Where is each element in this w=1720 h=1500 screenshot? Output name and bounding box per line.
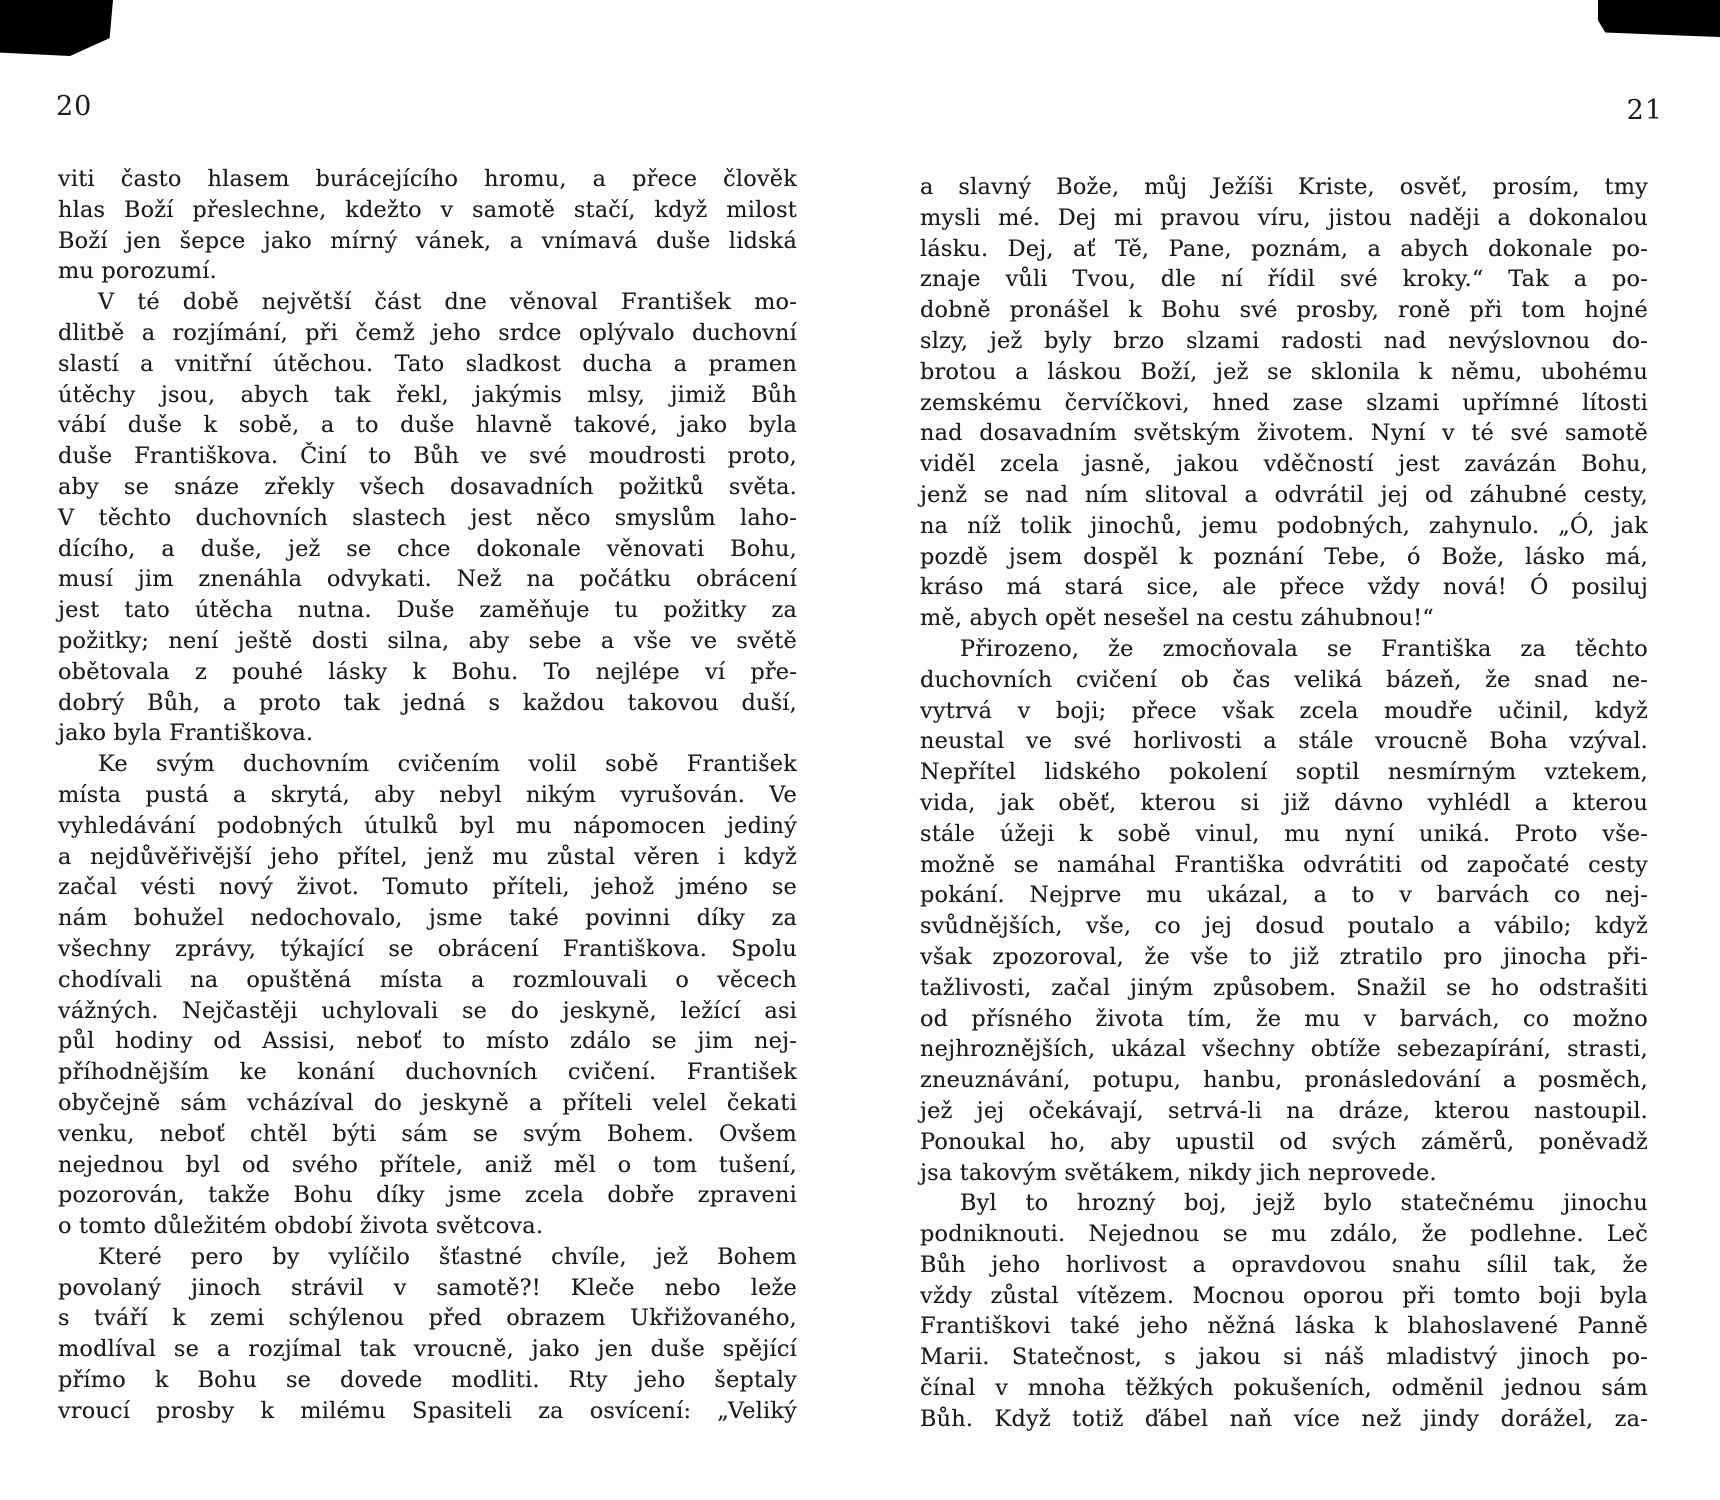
text-line: Bůh. Když totiž ďábel naň více než jindy dorážel, za- <box>920 1405 1648 1432</box>
text-line: pokání. Nejprve mu ukázal, a to v barvách co nej- <box>920 882 1648 909</box>
text-line: jenž se nad ním slitoval a odvrátil jej od záhubné cesty, <box>920 481 1648 508</box>
text-line: možně se namáhal Františka odvrátiti od započaté cesty <box>920 851 1648 878</box>
text-line: svůdnějších, vše, co jej dosud poutalo a vábilo; když <box>920 913 1648 940</box>
text-line: neustal ve své horlivosti a stále vroucně Boha vzýval. <box>920 728 1648 755</box>
text-line: V těchto duchovních slastech jest něco smyslům laho- <box>58 504 797 531</box>
text-line: zneuznávání, potupu, hanbu, pronásledování a posměch, <box>920 1067 1648 1094</box>
text-line: musí jim znenáhla odvykati. Než na počátku obrácení <box>58 566 797 593</box>
text-line: jest tato útěcha nutna. Duše zaměňuje tu požitky za <box>58 597 797 624</box>
text-line: nad dosavadním světským životem. Nyní v té své samotě <box>920 420 1648 447</box>
text-line: znaje vůli Tvou, dle ní řídil své kroky.“ Tak a po- <box>920 266 1648 293</box>
text-line: tažlivosti, začal jiným způsobem. Snažil se ho odstrašiti <box>920 974 1648 1001</box>
text-column-left-page <box>58 164 797 1427</box>
text-line: mu porozumí. <box>58 258 217 285</box>
text-line: s tváří k zemi schýlenou před obrazem Ukřižovaného, <box>58 1305 797 1332</box>
text-line: místa pustá a skrytá, aby nebyl nikým vyrušován. Ve <box>58 781 797 808</box>
text-line: vyhledávání podobných útulků byl mu nápomocen jediný <box>58 812 797 839</box>
text-line: vážných. Nejčastěji uchylovali se do jeskyně, ležící asi <box>58 997 797 1024</box>
text-line: vida, jak oběť, kterou si již dávno vyhlédl a kterou <box>920 789 1648 816</box>
text-line: jsa takovým světákem, nikdy jich neprovede. <box>920 1159 1437 1186</box>
text-line: Františkovi také jeho něžná láska k blahoslavené Panně <box>920 1313 1648 1340</box>
scan-artifact-top-right <box>1598 0 1720 37</box>
text-line: jež jej očekávají, setrvá-li na dráze, kterou nastoupil. <box>920 1097 1648 1124</box>
text-line: čínal v mnoha těžkých pokušeních, odměnil jednou sám <box>920 1375 1648 1402</box>
text-line: podniknouti. Nejednou se mu zdálo, že podlehne. Leč <box>920 1221 1648 1248</box>
page-number-left: 20 <box>56 91 93 122</box>
text-line: příhodnějším ke konání duchovních cvičení. František <box>58 1059 797 1086</box>
text-line: Nepřítel lidského pokolení soptil nesmírným vztekem, <box>920 759 1648 786</box>
text-line: a nejdůvěřivější jeho přítel, jenž mu zůstal věren i když <box>58 843 797 870</box>
text-line: vždy zůstal vítězem. Mocnou oporou při tomto boji byla <box>920 1282 1648 1309</box>
text-line: duchovních cvičení ob čas veliká bázeň, že snad ne- <box>920 666 1648 693</box>
text-line: modlíval se a rozjímal tak vroucně, jako jen duše spějící <box>58 1336 797 1363</box>
text-line: duše Františkova. Činí to Bůh ve své moudrosti proto, <box>58 443 797 470</box>
text-line: vytrvá v boji; přece však zcela moudře učinil, když <box>920 697 1648 724</box>
text-line: o tomto důležitém období života světcova. <box>58 1213 544 1240</box>
text-line: všechny zprávy, týkající se obrácení Františkova. Spolu <box>58 935 797 962</box>
text-line: lásku. Dej, ať Tě, Pane, poznám, a abych dokonale po- <box>920 235 1648 262</box>
text-line: Bůh jeho horlivost a opravdovou snahu sílil tak, že <box>920 1251 1648 1278</box>
text-line: mysli mé. Dej mi pravou víru, jistou naději a dokonalou <box>920 204 1648 231</box>
text-line: nejhroznějších, ukázal všechny obtíže sebezapírání, strasti, <box>920 1036 1648 1063</box>
text-line: hlas Boží přeslechne, kdežto v samotě stačí, když milost <box>58 196 797 223</box>
text-line: povolaný jinoch strávil v samotě?! Kleče nebo leže <box>58 1274 797 1301</box>
text-line: Boží jen šepce jako mírný vánek, a vnímavá duše lidská <box>58 227 797 254</box>
text-line: V té době největší část dne věnoval František mo- <box>98 289 797 316</box>
text-column-right-page <box>920 172 1648 1435</box>
text-line: kráso má stará sice, ale přece vždy nová! Ó posiluj <box>920 574 1648 601</box>
text-line: dobrý Bůh, a proto tak jedná s každou takovou duší, <box>58 689 797 716</box>
page-number-right: 21 <box>1626 95 1663 126</box>
text-line: dlitbě a rozjímání, při čemž jeho srdce oplývalo duchovní <box>58 319 797 346</box>
text-line: vábí duše k sobě, a to duše hlavně takové, jako byla <box>58 412 797 439</box>
text-line: Přirozeno, že zmocňovala se Františka za těchto <box>960 635 1648 662</box>
text-line: viděl zcela jasně, jakou vděčností jest zavázán Bohu, <box>920 451 1648 478</box>
text-line: na níž tolik jinochů, jemu podobných, zahynulo. „Ó, jak <box>920 512 1648 539</box>
text-line: Ke svým duchovním cvičením volil sobě František <box>98 751 797 778</box>
text-line: obětovala z pouhé lásky k Bohu. To nejlépe ví pře- <box>58 658 797 685</box>
text-line: však zpozoroval, že vše to již ztratilo pro jinocha při- <box>920 943 1648 970</box>
text-line: Byl to hrozný boj, jejž bylo statečnému jinochu <box>960 1190 1648 1217</box>
text-line: přímo k Bohu se dovede modliti. Rty jeho šeptaly <box>58 1367 797 1394</box>
text-line: Marii. Statečnost, s jakou si náš mladistvý jinoch po- <box>920 1344 1648 1371</box>
text-line: mě, abych opět nesešel na cestu záhubnou!“ <box>920 605 1434 632</box>
text-line: brotou a láskou Boží, jež se sklonila k němu, ubohému <box>920 358 1648 385</box>
text-line: chodívali na opuštěná místa a rozmlouvali o věcech <box>58 966 797 993</box>
text-line: začal vésti nový život. Tomuto příteli, jehož jméno se <box>58 874 797 901</box>
text-line: Ponoukal ho, aby upustil od svých záměrů, poněvadž <box>920 1128 1648 1155</box>
text-line: jako byla Františkova. <box>58 720 314 747</box>
text-line: pozdě jsem dospěl k poznání Tebe, ó Bože, lásko má, <box>920 543 1648 570</box>
text-line: požitky; není ještě dosti silna, aby sebe a vše ve světě <box>58 627 797 654</box>
text-line: viti často hlasem burácejícího hromu, a přece člověk <box>58 166 797 192</box>
text-line: půl hodiny od Assisi, neboť to místo zdálo se jim nej- <box>58 1028 797 1055</box>
text-line: venku, neboť chtěl býti sám se svým Bohem. Ovšem <box>58 1120 797 1147</box>
text-line: vroucí prosby k milému Spasiteli za osvícení: „Veliký <box>58 1397 797 1424</box>
text-line: aby se snáze zřekly všech dosavadních požitků světa. <box>58 473 797 500</box>
text-line: slzy, jež byly brzo slzami radosti nad nevýslovnou do- <box>920 327 1648 354</box>
text-line: zemskému červíčkovi, hned zase slzami upřímné lítosti <box>920 389 1648 416</box>
text-line: dobně pronášel k Bohu své prosby, roně při tom hojné <box>920 297 1648 324</box>
text-line: stále úžeji k sobě vinul, mu nyní uniká. Proto vše- <box>920 820 1648 847</box>
text-line: obyčejně sám vcházíval do jeskyně a příteli velel čekati <box>58 1089 797 1116</box>
text-line: slastí a vnitřní útěchou. Tato sladkost ducha a pramen <box>58 350 797 377</box>
text-line: dícího, a duše, jež se chce dokonale věnovati Bohu, <box>58 535 797 562</box>
text-line: pozorován, takže Bohu díky jsme zcela dobře zpraveni <box>58 1182 797 1209</box>
text-line: a slavný Bože, můj Ježíši Kriste, osvěť, prosím, tmy <box>920 174 1648 200</box>
scan-artifact-top-left <box>0 0 113 56</box>
text-line: útěchy jsou, abych tak řekl, jakýmis mlsy, jimiž Bůh <box>58 381 797 408</box>
text-line: nejednou byl od svého přítele, aniž měl o tom tušení, <box>58 1151 797 1178</box>
text-line: Které pero by vylíčilo šťastné chvíle, jež Bohem <box>98 1243 797 1270</box>
text-line: nám bohužel nedochovalo, jsme také povinni díky za <box>58 905 797 932</box>
text-line: od přísného života tím, že mu v barvách, co možno <box>920 1005 1648 1032</box>
